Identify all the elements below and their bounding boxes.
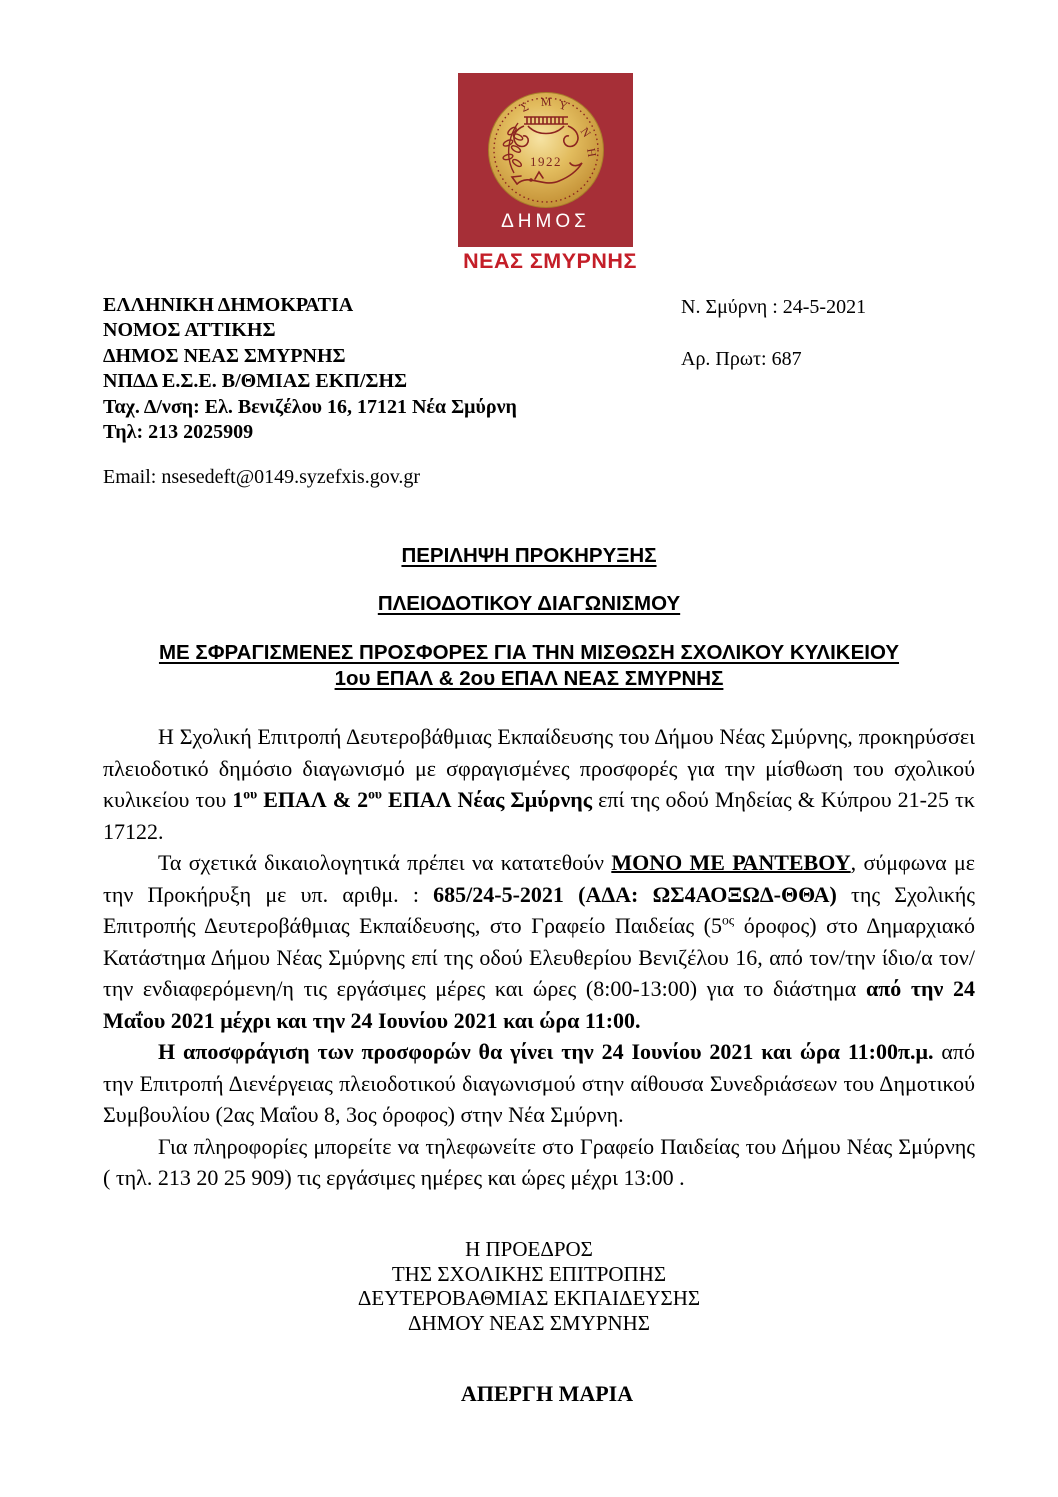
letterhead-line-committee: ΝΠΔΔ Ε.Σ.Ε. Β/ΘΜΙΑΣ ΕΚΠ/ΣΗΣ: [103, 370, 408, 393]
signature-block: [0, 1237, 1058, 1335]
title-subject-line1: ΜΕ ΣΦΡΑΓΙΣΜΕΝΕΣ ΠΡΟΣΦΟΡΕΣ ΓΙΑ ΤΗΝ ΜΙΣΘΩΣΗ ΣΧΟΛΙΚΟΥ ΚΥΛΙΚΕΙΟΥ: [158, 641, 900, 664]
paragraph-information: Για πληροφορίες μπορείτε να τηλεφωνείτε στο Γραφείο Παιδείας του Δήμου Νέας Σμύρνης ( τηλ. 213 20 25 909) τις εργάσιμες ημέρες και ώρες μέχρι 13:00 .: [103, 1133, 975, 1190]
document-body: [103, 721, 975, 1194]
paragraph-unsealing: Η αποσφράγιση των προσφορών θα γίνει την 24 Ιουνίου 2021 και ώρα 11:00π.μ. από την Επιτροπή Διενέργειας πλειοδοτικού διαγωνισμού στην αίθουσα Συνεδριάσεων του Δημοτικού Συμβουλίου (2ας Μαΐου 8, 3ος όροφος) στην Νέα Σμύρνη.: [103, 1039, 975, 1127]
signature-title-committee: ΤΗΣ ΣΧΟΛΙΚΗΣ ΕΠΙΤΡΟΠΗΣ: [391, 1261, 667, 1286]
date-line: Ν. Σμύρνη : 24-5-2021: [681, 296, 867, 318]
signature-title-municipality: ΔΗΜΟΥ ΝΕΑΣ ΣΜΥΡΝΗΣ: [407, 1310, 651, 1335]
letterhead-line-address: Ταχ. Δ/νση: Ελ. Βενιζέλου 16, 17121 Νέα Σμύρνη: [103, 395, 517, 418]
signatory-name: ΑΠΕΡΓΗ ΜΑΡΙΑ: [460, 1381, 634, 1406]
svg-text:Μ: Μ: [539, 94, 552, 109]
paragraph-announcement: Η Σχολική Επιτροπή Δευτεροβάθμιας Εκπαίδευσης του Δήμου Νέας Σμύρνης, προκηρύσσει πλειοδοτικό δημόσιο διαγωνισμό με σφραγισμένες προσφορές για την μίσθωση του σχολικού κυλικείου του $1^{o\upsilon}$ ΕΠΑΛ & $2^{o\upsilon}$ ΕΠΑΛ Νέας Σμύρνης επί της οδού Μηδείας & Κύπρου 21-25 τκ 17122.: [103, 724, 975, 844]
signature-title-president: Η ΠΡΟΕΔΡΟΣ: [465, 1237, 593, 1261]
title-subject-line2: 1ου ΕΠΑΛ & 2ου ΕΠΑΛ ΝΕΑΣ ΣΜΥΡΝΗΣ: [334, 666, 724, 690]
signature-title-education: ΔΕΥΤΕΡΟΒΑΘΜΙΑΣ ΕΚΠΑΙΔΕΥΣΗΣ: [357, 1286, 701, 1311]
title-block: [0, 543, 1058, 691]
letterhead-left-block: [103, 293, 517, 445]
protocol-number-line: Αρ. Πρωτ: 687: [681, 348, 802, 371]
svg-text:Σ: Σ: [518, 99, 531, 115]
title-summary: ΠΕΡΙΛΗΨΗ ΠΡΟΚΗΡΥΞΗΣ: [401, 544, 657, 567]
paragraph-appointment: Τα σχετικά δικαιολογητικά πρέπει να κατατεθούν ΜΟΝΟ ΜΕ ΡΑΝΤΕΒΟΥ, σύμφωνα με την Προκήρυξη με υπ. αριθμ. : 685/24-5-2021 (ΑΔΑ: ΩΣ4ΑΟΞΩΔ-ΘΘΑ) της Σχολικής Επιτροπής Δευτεροβάθμιας Εκπαίδευσης, στο Γραφείο Παιδείας ($5^{o\varsigma}$ όροφος) στο Δημαρχιακό Κατάστημα Δήμου Νέας Σμύρνης επί της οδού Ελευθερίου Βενιζέλου 16, από τον/την ίδιο/α τον/την ενδιαφερόμενη/η τις εργάσιμες μέρες και ώρες (8:00-13:00) για το διάστημα από την 24 Μαΐου 2021 μέχρι και την 24 Ιουνίου 2021 και ώρα 11:00.: [103, 850, 976, 1033]
svg-text:Ν: Ν: [577, 124, 594, 140]
letterhead-line-prefecture: ΝΟΜΟΣ ΑΤΤΙΚΗΣ: [103, 319, 276, 342]
letterhead-right-block: [681, 295, 866, 373]
svg-text:Η: Η: [583, 147, 599, 159]
title-auction: ΠΛΕΙΟΔΟΤΙΚΟΥ ΔΙΑΓΩΝΙΣΜΟΥ: [377, 591, 681, 615]
svg-text:Υ: Υ: [556, 97, 569, 114]
letterhead-line-phone: Τηλ: 213 2025909: [103, 421, 254, 444]
letterhead-line-municipality: ΔΗΜΟΣ ΝΕΑΣ ΣΜΥΡΝΗΣ: [103, 344, 346, 367]
logo-neas-smyrnis-label: ΝΕΑΣ ΣΜΥΡΝΗΣ: [463, 249, 637, 273]
municipality-logo: [458, 73, 633, 247]
letterhead-line-republic: ΕΛΛΗΝΙΚΗ ΔΗΜΟΚΡΑΤΙΑ: [103, 294, 354, 316]
email-line: Email: nsesedeft@0149.syzefxis.gov.gr: [103, 466, 421, 488]
coin-year-text: 1922: [529, 154, 562, 169]
smyrna-coin-emblem-icon: [487, 91, 605, 209]
logo-dimos-label: ΔΗΜΟΣ: [501, 211, 590, 232]
